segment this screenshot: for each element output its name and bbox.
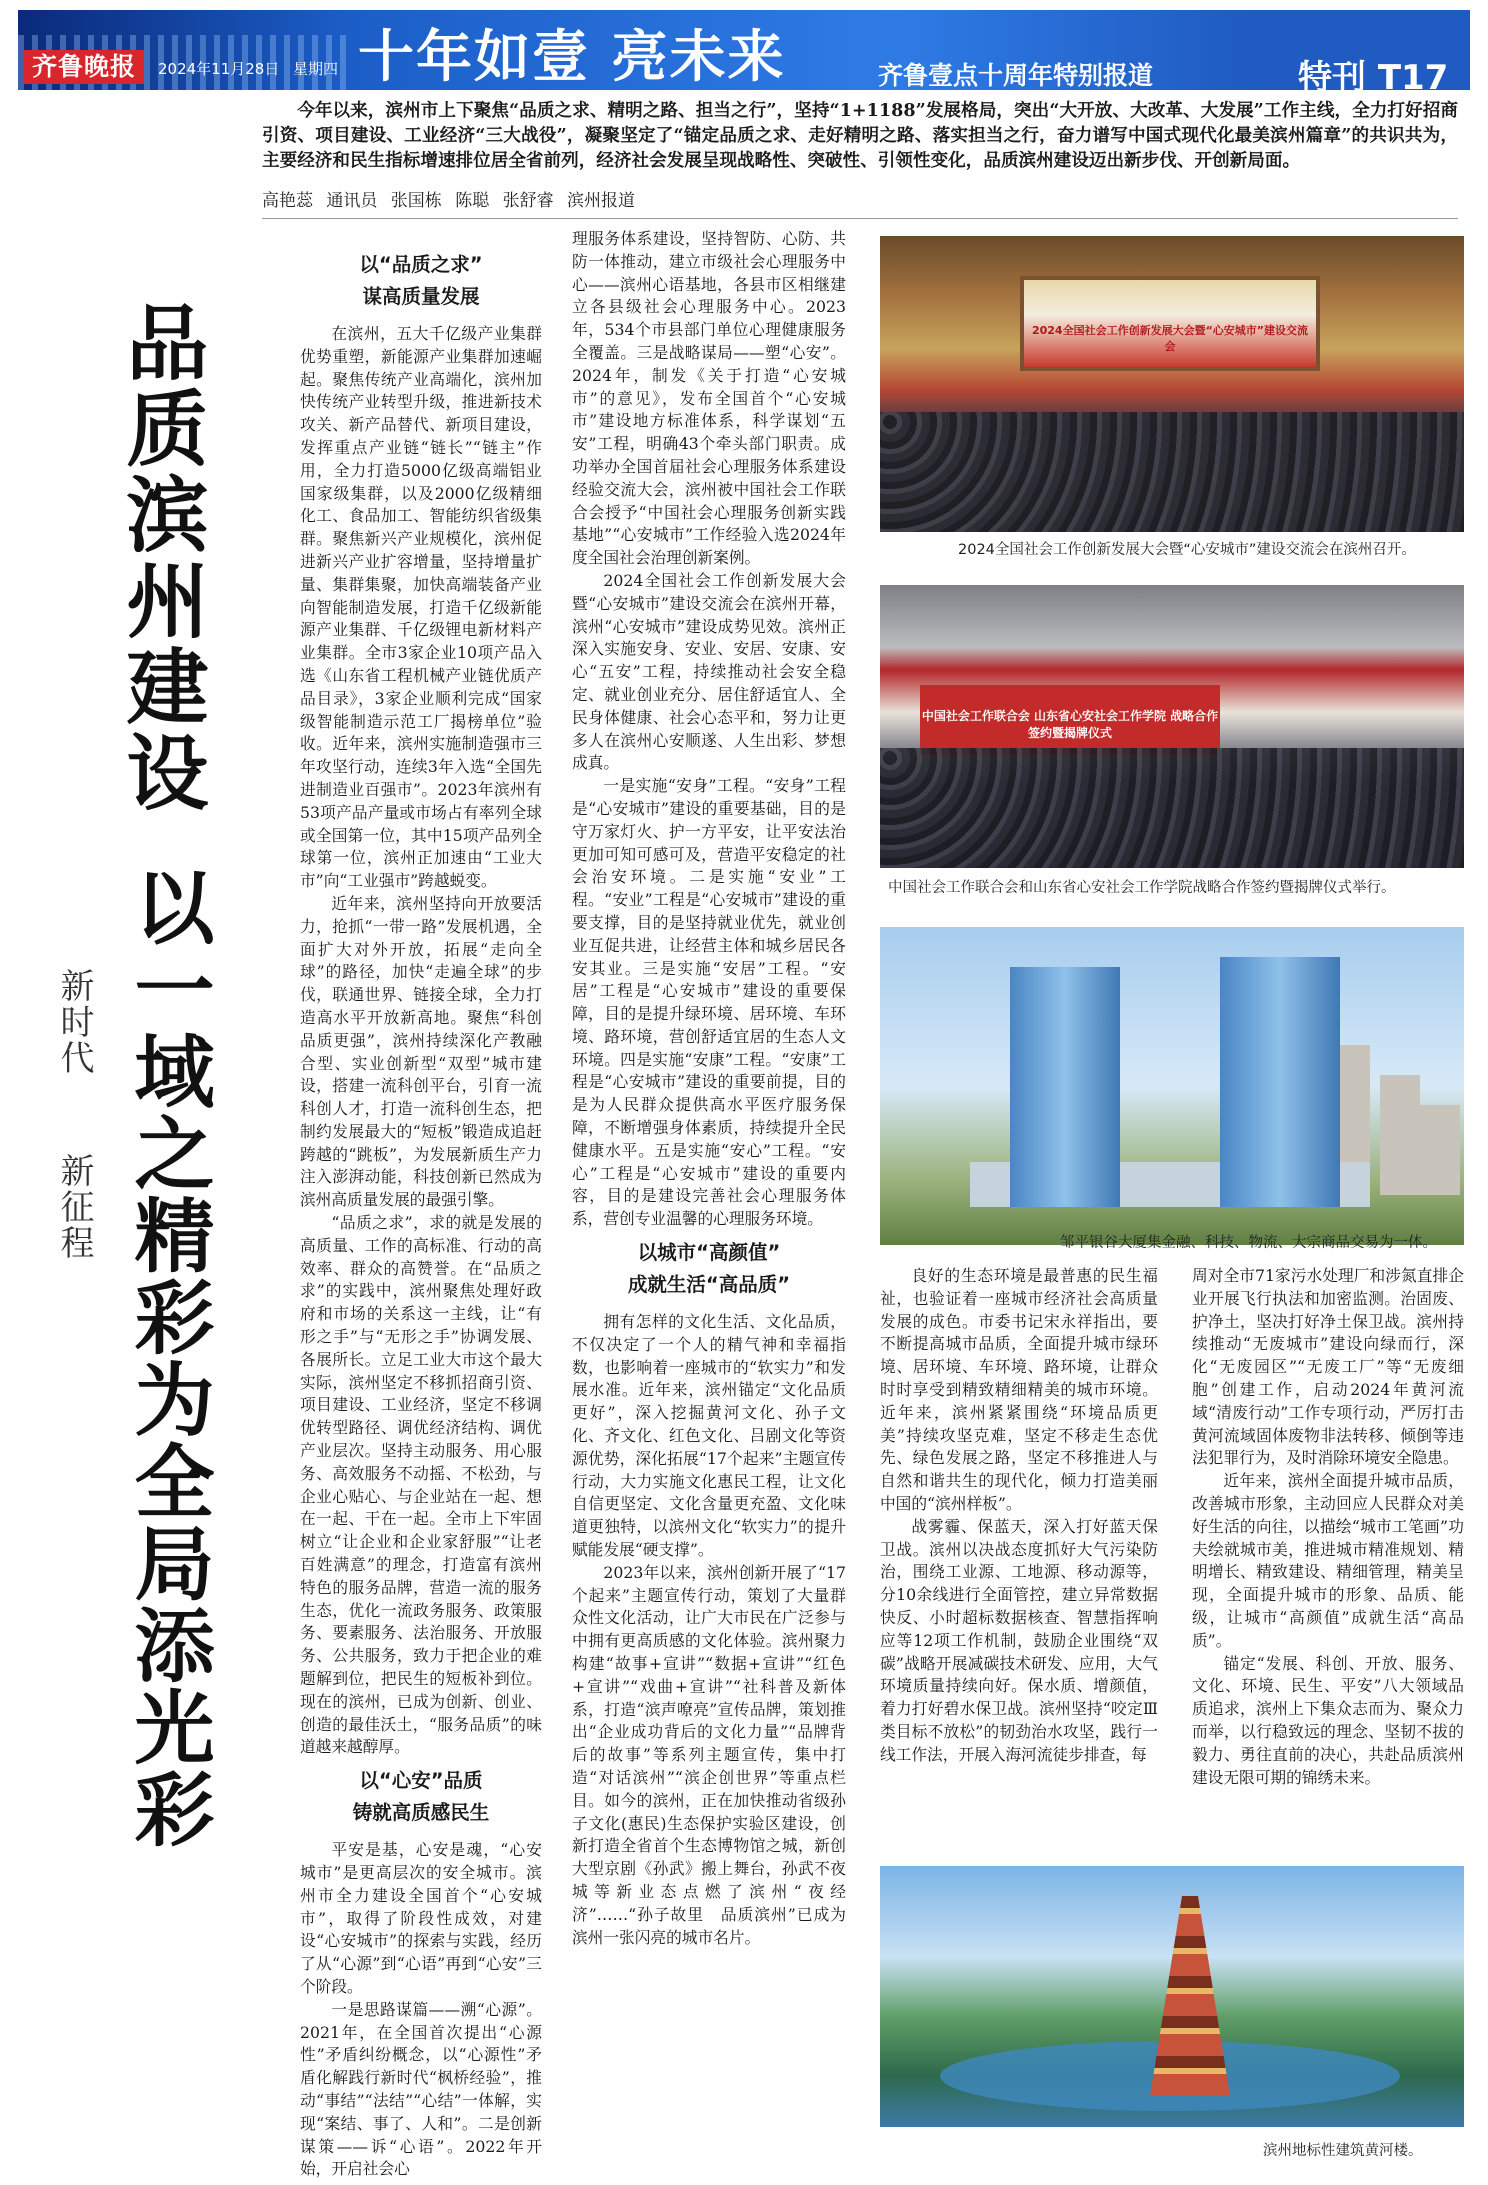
section-heading (300, 1765, 542, 1829)
article-column-2 (572, 228, 846, 2173)
paragraph: 一是实施“安身”工程。“安身”工程是“心安城市”建设的重要基础，目的是守万家灯火、护一方平安，让平安法治更加可知可感可及，营造平安稳定的社会治安环境。二是实施“安业”工程。“安业”工程是“心安城市”建设的重要支撑，目的是坚持就业优先，就业创业互促共进，让经营主体和城乡居民各安其业。三是实施“安居”工程。“安居”工程是“心安城市”建设的重要保障，目的是提升绿环境、居环境、车环境、路环境，营创舒适宜居的生态人文环境。四是实施“安康”工程。“安康”工程是“心安城市”建设的重要前提，目的是为人民群众提供高水平医疗服务保障，不断增强身体素质，持续提升全民健康水平。五是实施“安心”工程。“安心”工程是“心安城市”建设的重要内容，目的是建设完善社会心理服务体系，营创专业温馨的心理服务环境。 (572, 776, 846, 1229)
paragraph: 一是思路谋篇——溯“心源”。2021年，在全国首次提出“心源性”矛盾纠纷概念，以“心源性”矛盾化解践行新时代“枫桥经验”，推动“事结”“法结”“心结”一体解，实现“案结、事了、人和”。二是创新谋策——诉“心语”。2022年开始，开启社会心 (300, 1999, 542, 2179)
paragraph: 平安是基，心安是魂，“心安城市”是更高层次的安全城市。滨州市全力建设全国首个“心安城市”，取得了阶段性成效，对建设“心安城市”的探索与实践，经历了从“心源”到“心语”再到“心安”三个阶段。 (300, 1840, 542, 1996)
paragraph: 理服务体系建设，坚持智防、心防、共防一体推动，建立市级社会心理服务中心——滨州心语基地，各县市区相继建立各县级社会心理服务中心。2023年，534个市县部门单位心理健康服务全覆盖。三是战略谋局——塑“心安”。2024年，制发《关于打造“心安城市”的意见》，发布全国首个“心安城市”建设地方标准体系，科学谋划“五安”工程，明确43个牵头部门职责。成功举办全国首届社会心理服务体系建设经验交流大会，滨州被中国社会工作联合会授予“中国社会心理服务创新实践基地”“心安城市”工作经验入选2024年度全国社会治理创新案例。 (572, 229, 846, 568)
paragraph: 拥有怎样的文化生活、文化品质，不仅决定了一个人的精气神和幸福指数，也影响着一座城市的“软实力”和发展水准。近年来，滨州锚定“文化品质更好”，深入挖掘黄河文化、孙子文化、齐文化、红色文化、吕剧文化等资源优势，深化拓展“17个起来”主题宣传行动，大力实施文化惠民工程，让文化自信更坚定、文化含量更充盈、文化味道更独特，以滨州文化“软实力”的提升赋能发展“硬支撑”。 (572, 1312, 846, 1560)
page-header (18, 10, 1470, 98)
section-heading-line: 以“心安”品质 (359, 1769, 483, 1793)
divider (262, 218, 1458, 219)
background-building (1420, 1105, 1460, 1195)
article-column-1 (300, 243, 542, 2179)
article-column-3 (880, 1265, 1158, 1770)
background-building (1380, 1075, 1420, 1195)
special-report-subtitle: 齐鲁壹点十周年特别报道 (878, 61, 1154, 90)
paragraph: 锚定“发展、科创、开放、服务、文化、环境、民生、平安”八大领域品质追求，滨州上下集众志而为、聚众力而举，以行稳致远的理念、坚韧不拔的毅力、勇往直前的决心，共赴品质滨州建设无限可期的锦绣未来。 (1192, 1653, 1464, 1787)
newspaper-masthead: 齐鲁晚报 (24, 50, 144, 84)
paragraph: “品质之求”，求的就是发展的高质量、工作的高标准、行动的高效率、群众的高赞誉。在“品质之求”的实践中，滨州聚焦处理好政府和市场的关系这一主线，让“有形之手”与“无形之手”协调发展、各展所长。立足工业大市这个最大实际，滨州坚定不移抓招商引资、项目建设、工业经济，坚定不移调优转型路径、调优经济结构、调优产业层次。坚持主动服务、用心服务、高效服务不动摇、不松劲，与企业心贴心、与企业站在一起、想在一起、干在一起。全市上下牢固树立“让企业和企业家舒服”“让老百姓满意”的理念，打造富有滨州特色的服务品牌，营造一流的服务生态，优化一流政务服务、政策服务、要素服务、法治服务、开放服务、公共服务，致力于把企业的难题解到位，把民生的短板补到位。现在的滨州，已成为创新、创业、创造的最佳沃土，“服务品质”的味道越来越醇厚。 (300, 1213, 542, 1757)
paragraph: 战雾霾、保蓝天，深入打好蓝天保卫战。滨州以决战态度抓好大气污染防治，围绕工业源、工地源、移动源等，分10余线进行全面管控，建立异常数据快反、小时超标数据核查、智慧指挥响应等12项工作机制，鼓励企业围绕“双碳”战略开展减碳技术研发、应用，大气环境质量持续向好。保水质、增颜值，着力打好碧水保卫战。滨州坚持“咬定Ⅲ类目标不放松”的韧劲治水攻坚，践行一线工作法，开展入海河流徒步排查，每 (880, 1516, 1158, 1764)
page-issue-number: 特刊 T17 (1298, 58, 1449, 98)
headline-secondary: 以一域之精彩为全局添光彩 (121, 866, 214, 1850)
paragraph: 近年来，滨州全面提升城市品质，改善城市形象，主动回应人民群众对美好生活的向往，以描绘“城市工笔画”功夫绘就城市美，推进城市精准规划、精明增长、精致建设、精细管理，精美呈现，全面提升城市的形象、品质、能级，让城市“高颜值”成就生活“高品质”。 (1192, 1471, 1464, 1650)
anniversary-slogan: 十年如壹 亮未来 (358, 25, 786, 90)
section-heading-line: 以“品质之求” (359, 253, 483, 276)
paragraph: 2023年以来，滨州创新开展了“17个起来”主题宣传行动，策划了大量群众性文化活动，让广大市民在广泛参与中拥有更高质感的文化体验。滨州聚力构建“故事+宣讲”“数据+宣讲”“红色+宣讲”“戏曲+宣讲”“社科普及新体系，打造“滨声嘹亮”宣传品牌，策划推出“企业成功背后的文化力量”“品牌背后的故事”等系列主题宣传，集中打造“对话滨州”“滨企创世界”等重点栏目。如今的滨州，正在加快推动省级孙子文化(惠民)生态保护实验区建设，创新打造全省首个生态博物馆之城，新创大型京剧《孙武》搬上舞台，孙武不夜城等新业态点燃了滨州“夜经济”……“孙子故里 品质滨州”已成为滨州一张闪亮的城市名片。 (572, 1562, 846, 1947)
photo-caption: 中国社会工作联合会和山东省心安社会工作学院战略合作签约暨揭牌仪式举行。 (888, 880, 1396, 896)
section-heading-line: 谋高质量发展 (362, 285, 480, 308)
lead-paragraph: 今年以来，滨州市上下聚焦“品质之求、精明之路、担当之行”，坚持“1+1188”发展格局，突出“大开放、大改革、大发展”工作主线，全力打好招商引资、项目建设、工业经济“三大战役”，凝聚坚定了“锚定品质之求、走好精明之路、落实担当之行，奋力谱写中国式现代化最美滨州篇章”的共识共为，主要经济和民生指标增速排位居全省前列，经济社会发展呈现战略性、突破性、引领性变化，品质滨州建设迈出新步伐、开创新局面。 (262, 100, 1458, 171)
section-heading-line: 铸就高质感民生 (352, 1801, 490, 1825)
byline: 高艳蕊 通讯员 张国栋 陈聪 张舒睿 滨州报道 (262, 191, 636, 211)
paragraph: 近年来，滨州坚持向开放要活力，抢抓“一带一路”发展机遇，全面扩大对外开放，拓展“走向全球”的路径，加快“走遍全球”的步伐，联通世界、链接全球，全力打造高水平开放新高地。聚焦“科创品质更强”，滨州持续深化产教融合型、实业创新型“双型”城市建设，搭建一流科创平台，引育一流科创人才，打造一流科创生态，把制约发展最大的“短板”锻造成追赶跨越的“跳板”，为发展新质生产力注入澎湃动能，科技创新已然成为滨州高质量发展的最强引擎。 (300, 893, 542, 1210)
signing-ceremony-photo (880, 585, 1464, 868)
audience (880, 412, 1464, 532)
photo-caption: 邹平银谷大厦集金融、科技、物流、大宗商品交易为一体。 (1060, 1235, 1437, 1251)
yellow-river-tower-photo (880, 1866, 1464, 2127)
conference-hall-photo (880, 236, 1464, 532)
section-heading-line: 以城市“高颜值” (637, 1241, 781, 1265)
side-tag-new-era: 新时代 (54, 968, 94, 1076)
publication-weekday: 星期四 (293, 60, 339, 78)
photo-caption: 2024全国社会工作创新发展大会暨“心安城市”建设交流会在滨州召开。 (958, 542, 1416, 558)
paragraph: 周对全市71家污水处理厂和涉氮直排企业开展飞行执法和加密监测。治固废、护净土，坚决打好净土保卫战。滨州持续推动“无废城市”建设向绿而行，深化“无废园区”“无废工厂”等“无废细胞”创建工作，启动2024年黄河流域“清废行动”工作专项行动，严厉打击黄河流域固体废物非法转移、倾倒等违法犯罪行为，及时消除环境安全隐患。 (1192, 1266, 1464, 1468)
glass-tower (1010, 967, 1120, 1207)
paragraph: 2024全国社会工作创新发展大会暨“心安城市”建设交流会在滨州开幕，滨州“心安城市”建设成势见效。滨州正深入实施安身、安业、安居、安康、安心“五安”工程，持续推动社会安全稳定、就业创业充分、居住舒适宜人、全民身体健康、社会心态平和，努力让更多人在滨州心安顺遂、人生出彩、梦想成真。 (572, 570, 846, 773)
article-column-4 (1192, 1265, 1464, 1787)
paragraph: 良好的生态环境是最普惠的民生福祉，也验证着一座城市经济社会高质量发展的成色。市委书记宋永祥指出，要不断提高城市品质，全面提升城市绿环境、居环境、车环境、路环境，让群众时时享受到精致精细精美的城市环境。近年来，滨州紧紧围绕“环境品质更美”持续攻坚克难，坚定不移走生态优先、绿色发展之路，坚定不移推进人与自然和谐共生的现代化，倾力打造美丽中国的“滨州样板”。 (880, 1266, 1158, 1513)
ceremony-banner-text: 中国社会工作联合会 山东省心安社会工作学院 战略合作签约暨揭牌仪式 (921, 709, 1219, 740)
glass-tower (1220, 957, 1340, 1207)
section-heading (300, 249, 542, 313)
section-heading (572, 1237, 846, 1301)
section-heading-line: 成就生活“高品质” (627, 1273, 791, 1297)
yingu-tower-photo (880, 927, 1464, 1245)
side-tag-new-journey: 新征程 (54, 1153, 94, 1261)
stage-banner-text: 2024全国社会工作创新发展大会暨“心安城市”建设交流会 (1031, 324, 1309, 353)
paragraph: 在滨州，五大千亿级产业集群优势重塑，新能源产业集群加速崛起。聚焦传统产业高端化，滨州加快传统产业转型升级，推进新技术攻关、新产品替代、新项目建设，发挥重点产业链“链长”“链主”作用，全力打造5000亿级高端铝业国家级集群，以及2000亿级精细化工、食品加工、智能纺织省级集群。聚焦新兴产业规模化，滨州促进新兴产业扩容增量，坚持增量扩量、集群集聚，加快高端装备产业向智能制造发展，打造千亿级新能源产业集群、千亿级锂电新材料产业集群。全市3家企业10项产品入选《山东省工程机械产业链优质产品目录》，3家企业顺利完成“国家级智能制造示范工厂揭榜单位”验收。近年来，滨州实施制造强市三年攻坚行动，连续3年入选“全国先进制造业百强市”。2023年滨州有53项产品产量或市场占有率列全球或全国第一位，其中15项产品列全球第一位，滨州正加速由“工业大市”向“工业强市”跨越蜕变。 (300, 324, 542, 891)
audience (880, 748, 1464, 868)
pagoda-tower (1150, 1896, 1230, 2096)
headline-main: 品质滨州建设 (113, 300, 208, 816)
photo-caption: 滨州地标性建筑黄河楼。 (1263, 2143, 1423, 2159)
publication-date: 2024年11月28日 (158, 60, 280, 78)
